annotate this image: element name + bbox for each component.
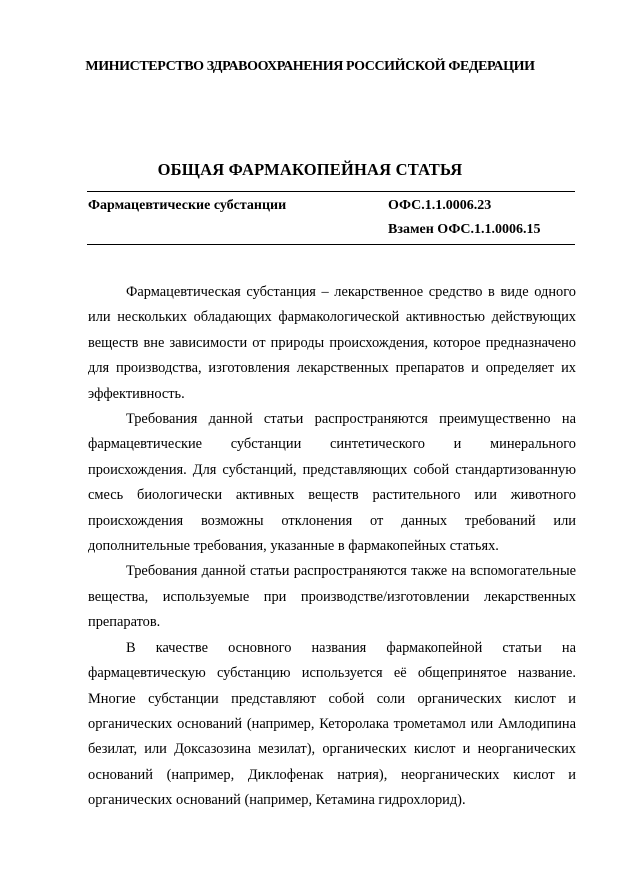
replaces-code: Взамен ОФС.1.1.0006.15 <box>388 222 541 237</box>
ministry-header: МИНИСТЕРСТВО ЗДРАВООХРАНЕНИЯ РОССИЙСКОЙ ФЕДЕРАЦИИ <box>85 59 535 74</box>
paragraph: В качестве основного названия фармакопейной статьи на фармацевтическую субстанцию используется её общепринятое название. Многие субстанции представляют собой соли органических кислот и органических оснований (например, Кеторолака трометамол или Амлодипина безилат, или Доксазозина мезилат), органических кислот и неорганических оснований (например, Диклофенак натрия), неорганических кислот и органических оснований (например, Кетамина гидрохлорид). <box>88 639 576 809</box>
paragraph: Требования данной статьи распространяются преимущественно на фармацевтические субстанции синтетического и минерального происхождения. Для субстанций, представляющих собой стандартизованную смесь биологически активных веществ растительного или животного происхождения возможны отклонения от данных требований или дополнительные требования, указанные в фармакопейных статьях. <box>88 411 576 555</box>
paragraph: Требования данной статьи распространяются также на вспомогательные вещества, используемые при производстве/изготовлении лекарственных препаратов. <box>88 563 576 631</box>
bottom-divider <box>87 244 575 245</box>
article-type-title: ОБЩАЯ ФАРМАКОПЕЙНАЯ СТАТЬЯ <box>157 160 463 179</box>
top-divider <box>87 191 575 192</box>
monograph-code: ОФС.1.1.0006.23 <box>388 198 492 213</box>
paragraph: Фармацевтическая субстанция – лекарственное средство в виде одного или нескольких обладающих фармакологической активностью действующих веществ вне зависимости от природы происхождения, которое предназначено для производства, изготовления лекарственных препаратов и определяет их эффективность. <box>88 284 576 402</box>
monograph-title: Фармацевтические субстанции <box>88 198 287 213</box>
article-body <box>88 280 576 814</box>
